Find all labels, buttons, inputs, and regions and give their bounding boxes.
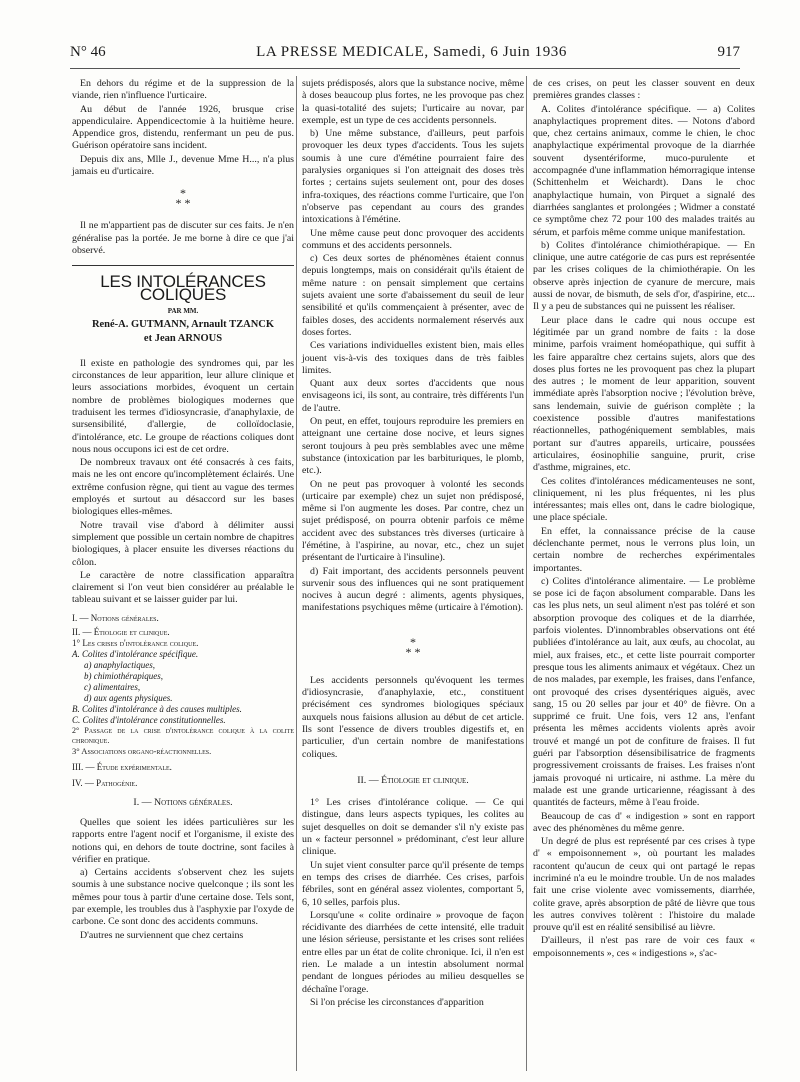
journal-title: LA PRESSE MEDICALE, Samedi, 6 Juin 1936 — [256, 44, 567, 60]
paragraph: Un sujet vient consulter parce qu'il présente de temps en temps des crises de diarrhée. Ces crises, parfois fébriles, sont en général assez violentes, comportant 5, 6, 10 selles, parfois plus. — [302, 859, 524, 908]
column-divider — [296, 76, 297, 1071]
paragraph: En effet, la connaissance précise de la cause déclenchante permet, nous le verrons plus loin, un certain nombre de recherches expérimentales importantes. — [533, 525, 755, 574]
paragraph: Notre travail vise d'abord à délimiter aussi simplement que possible un certain nombre de chapitres biologiques, à placer ensuite les diverses réactions du côlon. — [72, 519, 294, 568]
section-separator-stars: * * * — [405, 634, 421, 659]
toc-item: b) chimiothérapiques, — [84, 670, 163, 681]
paragraph: sujets prédisposés, alors que la substance nocive, même à doses beaucoup plus fortes, ne les provoque pas chez la quasi-totalité des sujets; l'urticaire au novar, par exemple, est un type de ces accidents personnels. — [302, 78, 524, 126]
paragraph: Au début de l'année 1926, brusque crise appendiculaire. Appendicectomie à la huitième heure. Appendice gros, distendu, renfermant un peu de pus. Guérison opératoire sans incident. — [72, 103, 294, 152]
toc-item: I. — Notions générales. — [72, 612, 159, 623]
byline-par: PAR MM. — [167, 306, 199, 315]
paragraph: Les accidents personnels qu'évoquent les termes d'idiosyncrasie, d'anaphylaxie, etc., constituent précisément ces syndromes biologiques spéciaux auxquels nous faisions allusion au début de cet article. Ils sont l'essence de divers troubles digestifs et, en particulier, d'un certain nombre de manifestations coliques. — [302, 674, 524, 760]
paragraph: Une même cause peut donc provoquer des accidents communs et des accidents personnels. — [302, 227, 524, 251]
section-heading: I. — Notions générales. — [133, 796, 233, 808]
toc-item: c) alimentaires, — [84, 681, 141, 692]
table-of-contents — [72, 613, 294, 789]
paragraph: a) Certains accidents s'observent chez les sujets soumis à une substance nocive quelconque ; ils sont les mêmes pour tous à partir d'une certaine dose. Tels sont, par exemple, les troubles dus à l'asphyxie par l'oxyde de carbone. Ce sont donc des accidents communs. — [72, 867, 294, 928]
column-3 — [533, 78, 755, 961]
authors-line-2: et Jean ARNOUS — [143, 333, 223, 345]
paragraph: Il ne m'appartient pas de discuter sur ces faits. Je n'en généralise pas la portée. Je me borne à dire ce que j'ai observé. — [72, 220, 294, 256]
paragraph: Ces colites d'intolérances médicamenteuses ne sont, cliniquement, ni les plus fréquentes, ni les plus intéressantes; mais elles ont, dans le cadre biologique, une place spéciale. — [533, 475, 755, 524]
paragraph: On peut, en effet, toujours reproduire les premiers en atteignant une certaine dose nocive, et leurs signes seront toujours à peu près semblables avec une même substance (intoxication par les barbituriques, le plomb, etc.). — [302, 416, 524, 477]
authors-line-1: René-A. GUTMANN, Arnault TZANCK — [91, 319, 275, 331]
column-2 — [302, 78, 524, 1010]
article-title: LES INTOLÉRANCES COLIQUES — [100, 272, 266, 304]
paragraph: D'ailleurs, il n'est pas rare de voir ces faux « empoisonnements », ces « indigestions », s'ac- — [533, 935, 755, 959]
paragraph: d) Fait important, des accidents personnels peuvent survenir sous des influences qui ne sont pratiquement nocives à aucun degré : aliments, agents physiques, manifestations psychiques même (urticaire à l'émotion). — [302, 565, 524, 614]
column-divider — [526, 76, 527, 1071]
toc-item: II. — Étiologie et clinique. — [72, 626, 170, 637]
article-divider — [72, 265, 294, 266]
toc-item: a) anaphylactiques, — [84, 659, 155, 670]
toc-item: 2° Passage de la crise d'intolérance colique à la colite chronique. — [72, 725, 294, 745]
section-separator-stars: * * * — [175, 186, 191, 211]
page-header — [70, 44, 740, 69]
paragraph: Leur place dans le cadre qui nous occupe est légitimée par un grand nombre de faits : la dose minime, parfois vraiment homéopathique, qui suffit à les faire apparaître chez certains sujets, alors que des doses plus fortes ne les provoquent pas chez la plupart des autres ; le moment de leur apparition, souvent immédiate après l'absorption nocive ; l'évolution brève, sans lendemain, suivie de guérison complète ; la coexistence possible d'autres manifestations réactionnelles, pathogéniquement semblables, mais portant sur d'autres appareils, urticaire, poussées articulaires, éosinophilie sanguine, prurit, crise d'asthme, migraines, etc. — [533, 314, 755, 474]
toc-item: 1° Les crises d'intolérance colique. — [72, 637, 199, 648]
paragraph: Quelles que soient les idées particulières sur les rapports entre l'agent nocif et l'organisme, il existe des notions qui, en dehors de toute doctrine, sont faciles à vérifier en pratique. — [72, 816, 294, 865]
paragraph: D'autres ne surviennent que chez certains — [80, 929, 244, 941]
paragraph: Le caractère de notre classification apparaîtra clairement si l'on veut bien considérer au préalable le tableau suivant et se laisser guider par lui. — [72, 569, 294, 606]
paragraph: c) Ces deux sortes de phénomènes étaient connus depuis longtemps, mais on considérait qu'ils étaient de même nature : on pensait simplement que certains sujets avaient une sorte d'abaissement du seuil de leur sensibilité et qu'ils commençaient à présenter, avec de faibles doses, des accidents normalement réservés aux doses fortes. — [302, 253, 524, 338]
page-number: 917 — [717, 44, 740, 60]
paragraph: En dehors du régime et de la suppression de la viande, rien n'influence l'urticaire. — [72, 78, 294, 102]
issue-number: N° 46 — [70, 44, 106, 60]
section-heading: II. — Étiologie et clinique. — [357, 774, 469, 786]
paragraph: de ces crises, on peut les classer souvent en deux premières grandes classes : — [533, 78, 755, 102]
paragraph: Ces variations individuelles existent bien, mais elles jouent vis-à-vis des toxiques dans de très faibles limites. — [302, 340, 524, 376]
paragraph: b) Une même substance, d'ailleurs, peut parfois provoquer les deux types d'accidents. Tous les sujets soumis à une cure d'émétine pourraient faire des paralysies organiques si l'on atteignait des doses très fortes ; certains sujets seulement ont, pour des doses infra-toxiques, des réactions comme l'urticaire, que l'on n'observe pas cependant au cours des grandes intoxications à l'émétine. — [302, 128, 524, 226]
toc-item: 3° Associations organo-réactionnelles. — [72, 745, 212, 756]
paragraph: On ne peut pas provoquer à volonté les seconds (urticaire par exemple) chez un sujet non prédisposé, même si l'on augmente les doses. Par contre, chez un sujet prédisposé, on pourra obtenir parfois ce même accident avec des substances très diverses (urticaire à l'émétine, à l'aspirine, au novar, etc., chez un sujet présentant de l'urticaire à l'insuline). — [302, 478, 524, 564]
toc-item: B. Colites d'intolérance à des causes multiples. — [72, 703, 242, 714]
paragraph: Depuis dix ans, Mlle J., devenue Mme H..., n'a plus jamais eu d'urticaire. — [72, 153, 294, 178]
paragraph: 1° Les crises d'intolérance colique. — Ce qui distingue, dans leurs aspects typiques, les colites au sujet desquelles on doit se demander s'il n'y existe pas un « facteur personnel » prédominant, c'est leur allure clinique. — [302, 797, 524, 858]
toc-item: A. Colites d'intolérance spécifique. — [72, 648, 199, 659]
paragraph: De nombreux travaux ont été consacrés à ces faits, mais ne les ont encore qu'incomplètement éclairés. Une extrême confusion règne, qui tient au vague des termes employés et surtout au désaccord sur les bases biologiques elles-mêmes. — [72, 457, 294, 518]
paragraph: Il existe en pathologie des syndromes qui, par les circonstances de leur apparition, leur allure clinique et leurs associations morbides, évoquent un certain nombre de problèmes biologiques modernes que traduisent les termes d'idiosyncrasie, d'anaphylaxie, de sursensibilité, d'allergie, de colloïdoclasie, d'intolérance, etc. Le groupe de réactions coliques dont nous nous occupons ici est de cet ordre. — [72, 357, 294, 455]
column-1 — [72, 78, 294, 943]
paragraph: Un degré de plus est représenté par ces crises à type d' « empoisonnement », où pourtant les malades racontent qu'aucun de ceux qui ont partagé le repas incriminé n'a eu le moindre trouble. Un de nos malades fait une crise violente avec vomissements, diarrhée, colite grave, après absorption de pâté de lièvre que tous les autres convives tolèrent : l'histoire du malade prouve qu'il est en réalité sensibilisé au lièvre. — [533, 836, 755, 934]
paragraph: b) Colites d'intolérance chimiothérapique. — En clinique, une autre catégorie de cas purs est représentée par les crises coliques de la chimiothérapie. On les observe après injection de cyanure de mercure, mais aussi de novar, de bismuth, de sels d'or, d'aspirine, etc... Il y a peu de substances qui ne puissent les réaliser. — [533, 239, 755, 313]
paragraph: Si l'on précise les circonstances d'apparition — [310, 996, 484, 1008]
paragraph: Beaucoup de cas d' « indigestion » sont en rapport avec des phénomènes du même genre. — [533, 810, 755, 834]
toc-item: III. — Étude expérimentale. — [72, 761, 172, 772]
paragraph: c) Colites d'intolérance alimentaire. — Le problème se pose ici de façon absolument comparable. Dans les cas les plus nets, un seul aliment n'est pas toléré et son absorption provoque des coliques et de la diarrhée, parfois violentes. D'innombrables observations ont été publiées d'intolérance au lait, aux œufs, au chocolat, au miel, aux fraises, etc., et cette liste pourrait comporter presque tous les aliments animaux et végétaux. Chez un de nos malades, par exemple, les fraises, dans l'enfance, ont provoqué des crises dysentériques aiguës, avec sang, 15 ou 20 selles par jour et 40° de fièvre. On a supprimé ce fruit. Une fois, vers 12 ans, l'enfant présenta les mêmes accidents violents après avoir trouvé et mangé un pot de confiture de fraises. Il fut guéri par l'absorption désensibilisatrice de fragments progressivement croissants de fraises. Les fraises n'ont jamais provoqué ni urticaire, ni asthme. La mère du malade est une grande urticarienne, réagissant à des quantités de facteurs, même à l'eau froide. — [533, 575, 755, 809]
toc-item: C. Colites d'intolérance constitutionnelles. — [72, 714, 226, 725]
paragraph: Quant aux deux sortes d'accidents que nous envisageons ici, ils sont, au contraire, très différents l'un de l'autre. — [302, 378, 524, 414]
paragraph: A. Colites d'intolérance spécifique. — a) Colites anaphylactiques proprement dites. — Notons d'abord que, chez certains animaux, comme le chien, le choc anaphylactique expérimental provoque de la diarrhée souvent dysentériforme, muco-purulente et accompagnée d'une inflammation hémorragique intense (Schittenhelm et Weichardt). Dans le choc anaphylactique humain, von Pirquet a signalé des diarrhées sanglantes et prolongées ; Widmer a constaté ce symptôme chez 72 pour 100 des malades traités au sérum, et parfois même comme unique manifestation. — [533, 103, 755, 238]
toc-item: d) aux agents physiques. — [84, 692, 173, 703]
toc-item: IV. — Pathogénie. — [72, 777, 138, 788]
paragraph: Lorsqu'une « colite ordinaire » provoque de façon récidivante des diarrhées de cette intensité, elle traduit une lésion sérieuse, persistante et les crises sont reliées entre elles par un état de colite chronique. Ici, il n'en est rien. Le malade a un intestin absolument normal pendant de longues périodes au milieu desquelles se déchaîne l'orage. — [302, 909, 524, 995]
